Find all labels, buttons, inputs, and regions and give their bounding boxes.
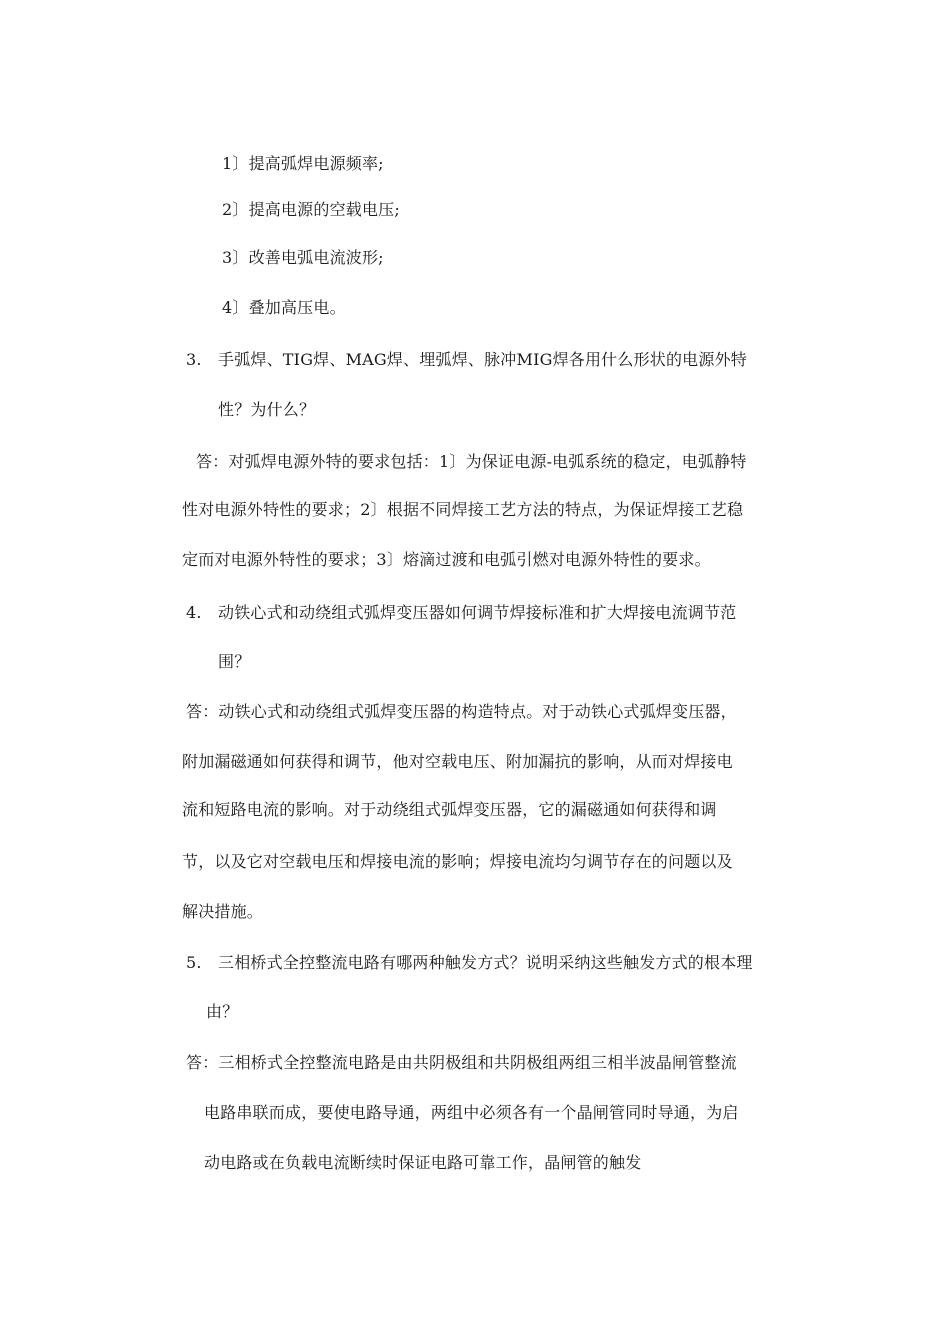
question-3-text: 手弧焊、TIG焊、MAG焊、埋弧焊、脉冲MIG焊各用什么形状的电源外特 [218,350,747,369]
question-4-number: 4. [186,603,202,622]
answer-5-line-2: 电路串联而成，要使电路导通，两组中必须各有一个晶闸管同时导通，为启 [204,1103,739,1122]
answer-4-line-1: 答：动铁心式和动绕组式弧焊变压器的构造特点。对于动铁心式弧焊变压器， [186,702,737,721]
question-5-number: 5. [186,953,202,972]
question-4-line-2: 围？ [218,652,251,671]
question-3-line-2: 性？为什么？ [218,400,316,419]
answer-4-line-2: 附加漏磁通如何获得和调节，他对空载电压、附加漏抗的影响，从而对焊接电 [182,752,733,771]
question-4-line-1 [186,603,736,623]
answer-5-line-1: 答：三相桥式全控整流电路是由共阴极组和共阴极组两组三相半波晶闸管整流 [186,1053,737,1072]
question-5-line-2: 由？ [206,1002,239,1021]
answer-4-line-3: 流和短路电流的影响。对于动绕组式弧焊变压器，它的漏磁通如何获得和调 [182,800,717,819]
sub-item-3: 3〕改善电弧电流波形; [222,248,384,267]
question-5-text: 三相桥式全控整流电路有哪两种触发方式？说明采纳这些触发方式的根本理 [218,953,753,972]
question-4-text: 动铁心式和动绕组式弧焊变压器如何调节焊接标准和扩大焊接电流调节范 [218,603,737,622]
answer-4-line-5: 解决措施。 [182,902,264,921]
answer-3-line-3: 定而对电源外特性的要求；3〕熔滴过渡和电弧引燃对电源外特性的要求。 [182,550,711,569]
answer-4-line-4: 节，以及它对空载电压和焊接电流的影响；焊接电流均匀调节存在的问题以及 [182,852,733,871]
question-5-line-1 [186,953,753,973]
question-3-number: 3. [186,350,202,369]
sub-item-2: 2〕提高电源的空载电压; [222,200,400,219]
sub-item-4: 4〕叠加高压电。 [222,298,346,317]
answer-5-line-3: 动电路或在负载电流断续时保证电路可靠工作，晶闸管的触发 [204,1153,642,1172]
answer-3-line-2: 性对电源外特性的要求；2〕根据不同焊接工艺方法的特点，为保证焊接工艺稳 [182,500,744,519]
sub-item-1: 1〕提高弧焊电源频率; [222,154,384,173]
answer-3-line-1: 答：对弧焊电源外特的要求包括：1〕为保证电源-电弧系统的稳定，电弧静特 [196,452,747,471]
question-3-line-1 [186,350,747,370]
